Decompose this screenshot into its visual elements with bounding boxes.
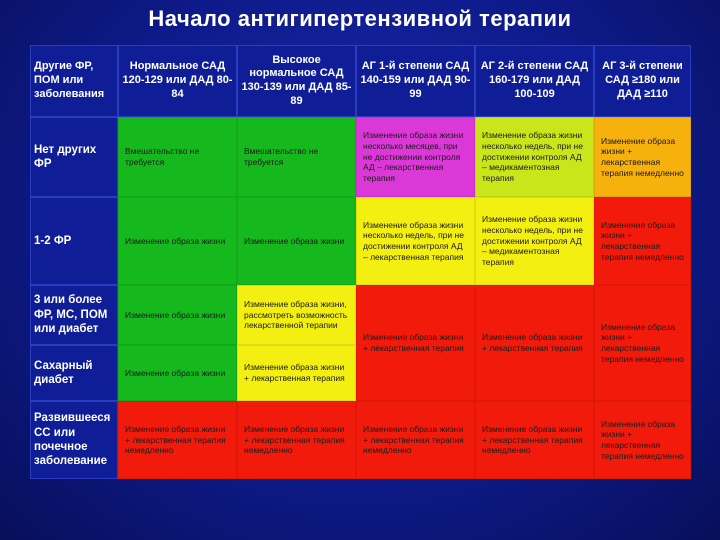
table-cell: Изменение образа жизни несколько недель, при не достижении контроля АД – лекарственная терапия — [356, 197, 475, 285]
table-cell: Изменение образа жизни — [118, 285, 237, 345]
table-cell: Изменение образа жизни + лекарственная терапия немедленно — [356, 401, 475, 479]
merged-cell-grade-1: Изменение образа жизни + лекарственная терапия — [356, 285, 475, 401]
table-cell: Изменение образа жизни — [237, 197, 356, 285]
therapy-table — [30, 45, 691, 479]
row-label-3-plus-rf: 3 или более ФР, МС, ПОМ или диабет — [30, 285, 118, 345]
table-cell: Изменение образа жизни + лекарственная терапия немедленно — [237, 401, 356, 479]
table-cell: Изменение образа жизни + лекарственная терапия немедленно — [594, 401, 691, 479]
header-grade-1: АГ 1-й степени САД 140-159 или ДАД 90-99 — [356, 45, 475, 117]
header-grade-3: АГ 3-й степени САД ≥180 или ДАД ≥110 — [594, 45, 691, 117]
table-cell: Изменение образа жизни — [118, 197, 237, 285]
page-title: Начало антигипертензивной терапии — [148, 6, 572, 31]
table-cell: Изменение образа жизни несколько недель, при не достижении контроля АД – медикаментозная терапия — [475, 197, 594, 285]
row-label-diabetes: Сахарный диабет — [30, 345, 118, 401]
table-cell: Изменение образа жизни + лекарственная терапия — [237, 345, 356, 401]
table-cell: Изменение образа жизни, рассмотреть возможность лекарственной терапии — [237, 285, 356, 345]
table-cell: Изменение образа жизни несколько месяцев, при не достижении контроля АД – лекарственная терапия — [356, 117, 475, 197]
table-cell: Изменение образа жизни + лекарственная терапия немедленно — [594, 197, 691, 285]
row-label-cv-renal: Развившееся СС или почечное заболевание — [30, 401, 118, 479]
table-cell: Изменение образа жизни + лекарственная терапия немедленно — [594, 117, 691, 197]
merged-cell-grade-3: Изменение образа жизни + лекарственная терапия немедленно — [594, 285, 691, 401]
table-cell: Изменение образа жизни несколько недель, при не достижении контроля АД – медикаментозная терапия — [475, 117, 594, 197]
table-cell: Вмешательство не требуется — [237, 117, 356, 197]
table-cell: Изменение образа жизни + лекарственная терапия немедленно — [118, 401, 237, 479]
header-high-normal: Высокое нормальное САД 130-139 или ДАД 85-89 — [237, 45, 356, 117]
header-grade-2: АГ 2-й степени САД 160-179 или ДАД 100-109 — [475, 45, 594, 117]
row-label-no-rf: Нет других ФР — [30, 117, 118, 197]
table-cell: Изменение образа жизни + лекарственная терапия немедленно — [475, 401, 594, 479]
row-label-1-2-rf: 1-2 ФР — [30, 197, 118, 285]
header-normal: Нормальное САД 120-129 или ДАД 80-84 — [118, 45, 237, 117]
merged-cell-grade-2: Изменение образа жизни + лекарственная терапия — [475, 285, 594, 401]
table-cell: Изменение образа жизни — [118, 345, 237, 401]
header-risk-factors: Другие ФР, ПОМ или заболевания — [30, 45, 118, 117]
table-cell: Вмешательство не требуется — [118, 117, 237, 197]
